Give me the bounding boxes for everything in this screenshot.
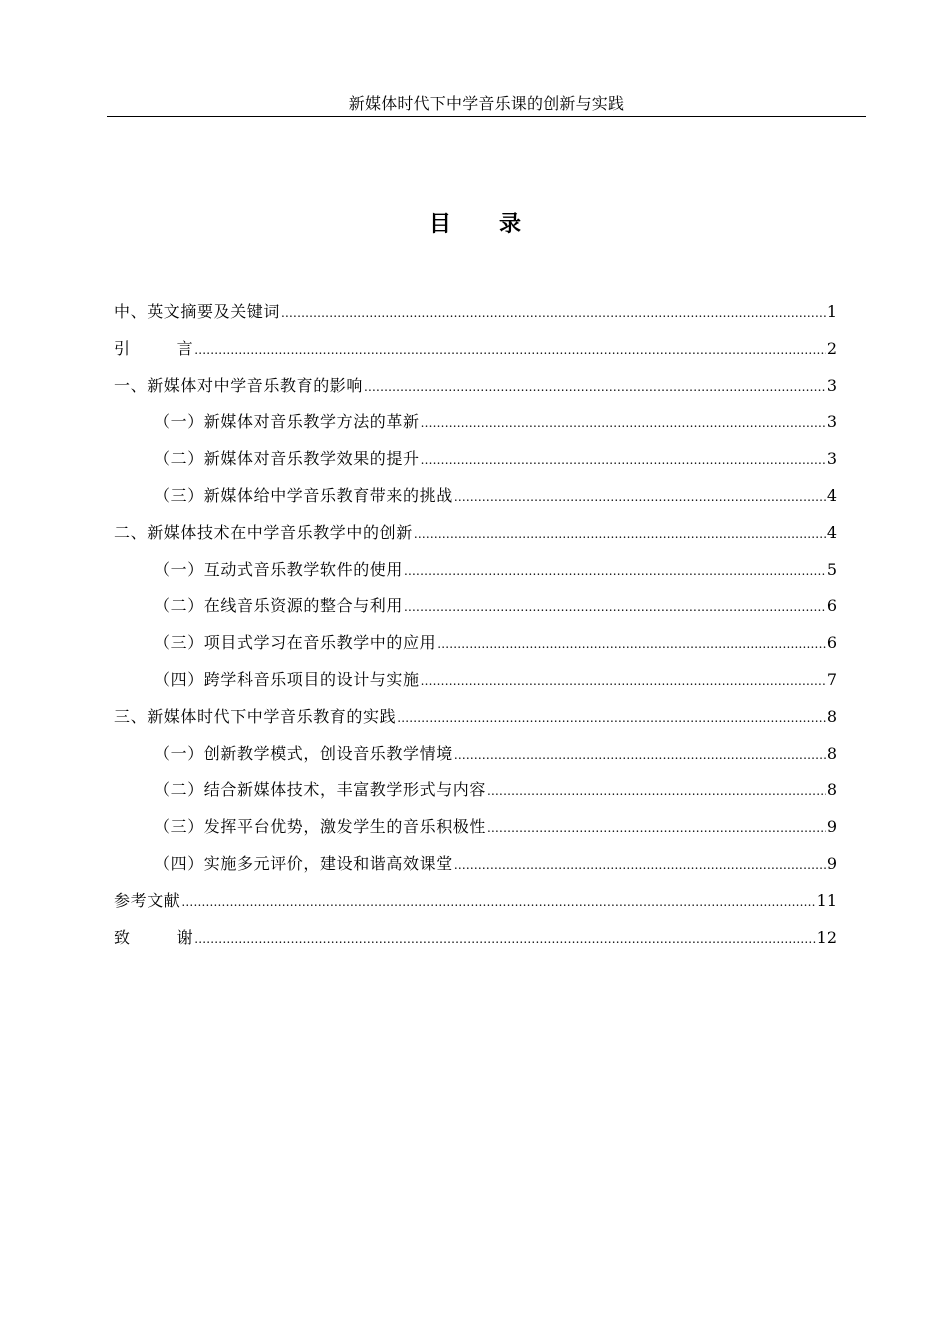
toc-entry-chapter-3[interactable]: [114, 701, 837, 738]
toc-entry-label: [114, 922, 193, 954]
running-header: 新媒体时代下中学音乐课的创新与实践: [107, 92, 866, 117]
toc-entry-section-1-1[interactable]: [114, 406, 837, 443]
toc-dot-leader: [194, 334, 826, 366]
toc-entry-section-1-2[interactable]: [114, 443, 837, 480]
toc-dot-leader: [194, 923, 815, 955]
toc-entry-label: （一）新媒体对音乐教学方法的革新: [154, 412, 420, 432]
toc-entry-label: 一、新媒体对中学音乐教育的影响: [114, 375, 364, 395]
toc-title-char-1: 目: [428, 212, 451, 237]
toc-entry-label: （二）在线音乐资源的整合与利用: [154, 596, 404, 616]
toc-entry-label: （二）新媒体对音乐教学效果的提升: [154, 449, 420, 469]
toc-entry-label: （三）项目式学习在音乐教学中的应用: [154, 633, 437, 653]
toc-entry-label: 二、新媒体技术在中学音乐教学中的创新: [114, 522, 413, 542]
toc-entry-section-1-3[interactable]: [114, 480, 837, 517]
toc-entry-page: 3: [826, 449, 837, 469]
toc-dot-leader: [454, 849, 826, 881]
toc-dot-leader: [414, 518, 826, 550]
toc-entry-abstract[interactable]: [114, 296, 837, 333]
toc-entry-page: 3: [826, 375, 837, 395]
toc-entry-page: 3: [826, 412, 837, 432]
toc-entry-label: （四）跨学科音乐项目的设计与实施: [154, 669, 420, 689]
toc-entry-page: 1: [826, 302, 837, 321]
toc-title-char-2: 录: [499, 212, 522, 237]
toc-dot-leader: [281, 297, 826, 329]
toc-entry-label: [114, 333, 193, 365]
toc-entry-page: 8: [826, 743, 837, 763]
toc-dot-leader: [404, 555, 826, 587]
toc-entry-page: 9: [826, 817, 837, 837]
toc-entry-page: 2: [826, 338, 837, 358]
toc-entry-section-2-1[interactable]: [114, 554, 837, 591]
toc-entry-label: 中、英文摘要及关键词: [114, 302, 281, 321]
toc-entry-section-3-2[interactable]: [114, 774, 837, 811]
toc-entry-page: 9: [826, 853, 837, 873]
toc-dot-leader: [487, 775, 826, 807]
toc-entry-label-char: 谢: [176, 927, 194, 947]
toc-dot-leader: [421, 444, 826, 476]
toc-entry-section-2-4[interactable]: [114, 664, 837, 701]
toc-entry-page: 6: [826, 633, 837, 653]
toc-entry-page: 6: [826, 596, 837, 616]
toc-entry-chapter-1[interactable]: [114, 370, 837, 407]
toc-entry-section-2-3[interactable]: [114, 627, 837, 664]
toc-entry-label: （四）实施多元评价，建设和谐高效课堂: [154, 853, 453, 873]
toc-entry-page: 11: [816, 890, 837, 910]
toc-entry-label-char: 言: [176, 338, 194, 358]
toc-entry-introduction[interactable]: [114, 333, 837, 370]
toc-entry-page: 8: [826, 780, 837, 800]
toc-entry-label: （三）发挥平台优势，激发学生的音乐积极性: [154, 817, 487, 837]
toc-entry-section-3-1[interactable]: [114, 738, 837, 775]
toc-entry-label-char: 引: [114, 338, 131, 358]
toc-dot-leader: [487, 812, 826, 844]
toc-entry-references[interactable]: [114, 885, 837, 922]
toc-dot-leader: [181, 886, 815, 918]
toc-entry-acknowledgements[interactable]: [114, 922, 837, 959]
table-of-contents: [114, 296, 837, 958]
toc-dot-leader: [364, 371, 826, 403]
toc-dot-leader: [404, 591, 826, 623]
toc-entry-section-3-3[interactable]: [114, 811, 837, 848]
toc-entry-chapter-2[interactable]: [114, 517, 837, 554]
toc-entry-label: 三、新媒体时代下中学音乐教育的实践: [114, 706, 397, 726]
toc-dot-leader: [421, 665, 826, 697]
toc-dot-leader: [454, 739, 826, 771]
toc-entry-section-2-2[interactable]: [114, 590, 837, 627]
toc-entry-label: （三）新媒体给中学音乐教育带来的挑战: [154, 485, 453, 505]
toc-title: [0, 208, 950, 242]
toc-entry-section-3-4[interactable]: [114, 848, 837, 885]
toc-entry-label: （一）创新教学模式，创设音乐教学情境: [154, 743, 453, 763]
toc-entry-label-char: 致: [114, 927, 131, 947]
toc-entry-page: 4: [826, 485, 837, 505]
toc-entry-label: （二）结合新媒体技术，丰富教学形式与内容: [154, 780, 487, 800]
toc-dot-leader: [454, 481, 826, 513]
toc-entry-page: 8: [826, 706, 837, 726]
toc-dot-leader: [437, 628, 826, 660]
toc-entry-page: 5: [826, 559, 837, 579]
toc-entry-page: 7: [826, 669, 837, 689]
toc-entry-label: 参考文献: [114, 890, 181, 910]
toc-entry-page: 12: [816, 927, 837, 947]
toc-entry-page: 4: [826, 522, 837, 542]
toc-dot-leader: [421, 407, 826, 439]
toc-dot-leader: [397, 702, 826, 734]
toc-entry-label: （一）互动式音乐教学软件的使用: [154, 559, 404, 579]
